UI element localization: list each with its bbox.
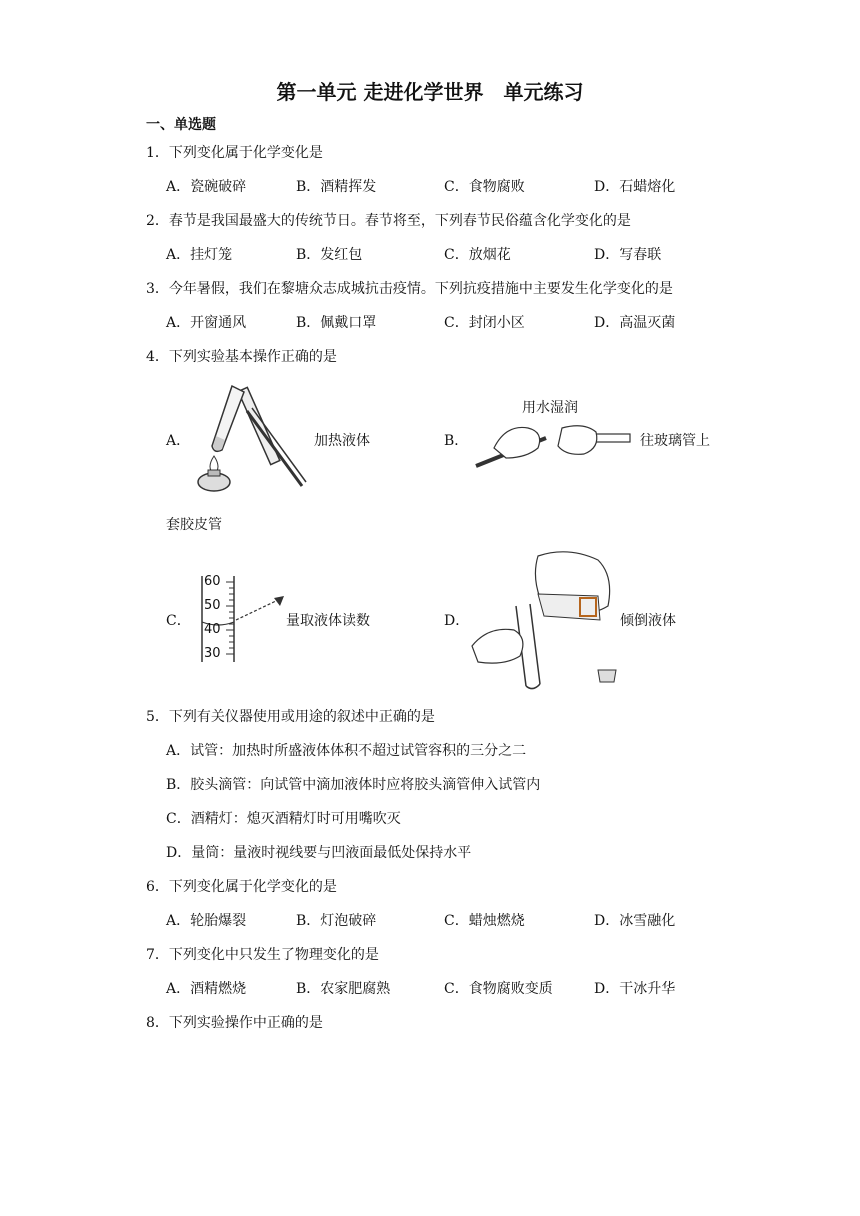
question-1-stem: 1．下列变化属于化学变化是 — [146, 145, 323, 161]
q4-caption-c: 量取液体读数 — [286, 613, 370, 629]
q4-caption-d: 倾倒液体 — [620, 613, 676, 629]
cylinder-tick-40: 40 — [204, 622, 221, 637]
pouring-liquid-figure — [468, 546, 618, 692]
q7-option-a: A．酒精燃烧 — [166, 981, 247, 997]
q1-option-d: D．石蜡熔化 — [594, 179, 676, 195]
q2-option-a: A．挂灯笼 — [166, 247, 233, 263]
q6-option-d: D．冰雪融化 — [594, 913, 676, 929]
q4-caption-a: 加热液体 — [314, 433, 370, 449]
question-5-stem: 5．下列有关仪器使用或用途的叙述中正确的是 — [146, 709, 435, 725]
q6-option-a: A．轮胎爆裂 — [166, 913, 247, 929]
q7-option-b: B．农家肥腐熟 — [296, 981, 391, 997]
q3-option-c: C．封闭小区 — [444, 315, 525, 331]
cylinder-tick-60: 60 — [204, 574, 221, 589]
q1-option-c: C．食物腐败 — [444, 179, 525, 195]
q3-option-b: B．佩戴口罩 — [296, 315, 377, 331]
section-heading: 一、单选题 — [146, 117, 216, 133]
q7-option-d: D．干冰升华 — [594, 981, 676, 997]
q5-option-c: C．酒精灯：熄灭酒精灯时可用嘴吹灭 — [166, 811, 401, 827]
q2-option-c: C．放烟花 — [444, 247, 511, 263]
cylinder-tick-30: 30 — [204, 646, 221, 661]
q4-option-d: D． — [444, 613, 470, 629]
q6-option-c: C．蜡烛燃烧 — [444, 913, 525, 929]
question-2-stem: 2．春节是我国最盛大的传统节日。春节将至，下列春节民俗蕴含化学变化的是 — [146, 213, 631, 229]
q4-option-c: C． — [166, 613, 191, 629]
q1-option-a: A．瓷碗破碎 — [166, 179, 247, 195]
q5-option-d: D．量筒：量液时视线要与凹液面最低处保持水平 — [166, 845, 472, 861]
q7-option-c: C．食物腐败变质 — [444, 981, 553, 997]
q4-option-b: B． — [444, 433, 469, 449]
attach-rubber-tube-figure — [466, 418, 636, 474]
q5-option-a: A．试管：加热时所盛液体体积不超过试管容积的三分之二 — [166, 743, 527, 759]
figure-b-label: 用水湿润 — [522, 400, 578, 416]
q3-option-d: D．高温灭菌 — [594, 315, 676, 331]
q2-option-b: B．发红包 — [296, 247, 363, 263]
question-8-stem: 8．下列实验操作中正确的是 — [146, 1015, 323, 1031]
q4-caption-b-1: 往玻璃管上 — [640, 433, 710, 449]
question-6-stem: 6．下列变化属于化学变化的是 — [146, 879, 337, 895]
question-3-stem: 3．今年暑假，我们在黎塘众志成城抗击疫情。下列抗疫措施中主要发生化学变化的是 — [146, 281, 673, 297]
q3-option-a: A．开窗通风 — [166, 315, 247, 331]
q4-option-a: A． — [166, 433, 191, 449]
q6-option-b: B．灯泡破碎 — [296, 913, 377, 929]
cylinder-tick-50: 50 — [204, 598, 221, 613]
heating-liquid-figure — [192, 376, 312, 496]
question-7-stem: 7．下列变化中只发生了物理变化的是 — [146, 947, 379, 963]
q1-option-b: B．酒精挥发 — [296, 179, 377, 195]
q4-caption-b-2: 套胶皮管 — [166, 517, 222, 533]
page-title: 第一单元 走进化学世界 单元练习 — [276, 80, 584, 104]
q2-option-d: D．写春联 — [594, 247, 662, 263]
question-4-stem: 4．下列实验基本操作正确的是 — [146, 349, 337, 365]
q5-option-b: B．胶头滴管：向试管中滴加液体时应将胶头滴管伸入试管内 — [166, 777, 541, 793]
